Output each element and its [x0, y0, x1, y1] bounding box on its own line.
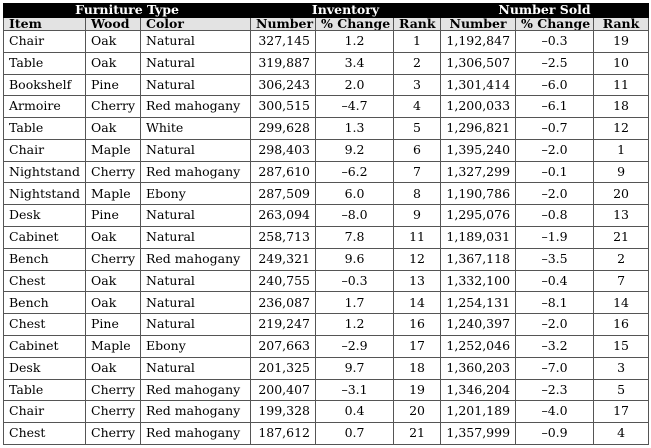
cell-wood: Pine [86, 314, 141, 336]
cell-inventory-number: 299,628 [251, 118, 316, 140]
cell-item: Table [4, 52, 86, 74]
cell-inventory-change: 2.0 [316, 74, 394, 96]
furniture-table [3, 3, 649, 445]
cell-inventory-rank: 17 [394, 335, 441, 357]
cell-color: Natural [141, 227, 251, 249]
cell-inventory-rank: 6 [394, 139, 441, 161]
cell-inventory-change: –3.1 [316, 379, 394, 401]
cell-item: Chair [4, 401, 86, 423]
cell-inventory-change: 6.0 [316, 183, 394, 205]
cell-inventory-number: 263,094 [251, 205, 316, 227]
cell-sold-rank: 21 [594, 227, 649, 249]
cell-sold-number: 1,296,821 [441, 118, 516, 140]
cell-wood: Cherry [86, 161, 141, 183]
cell-sold-change: –2.3 [516, 379, 594, 401]
group-header-number-sold: Number Sold [441, 4, 649, 18]
column-header-sold-number: Number [441, 17, 516, 31]
cell-sold-number: 1,360,203 [441, 357, 516, 379]
cell-sold-change: –2.0 [516, 183, 594, 205]
cell-inventory-rank: 12 [394, 248, 441, 270]
cell-sold-rank: 4 [594, 423, 649, 445]
cell-wood: Oak [86, 118, 141, 140]
cell-wood: Maple [86, 139, 141, 161]
cell-inventory-number: 319,887 [251, 52, 316, 74]
group-header-row [4, 4, 649, 18]
cell-item: Chest [4, 423, 86, 445]
cell-item: Cabinet [4, 227, 86, 249]
cell-inventory-change: –4.7 [316, 96, 394, 118]
cell-inventory-rank: 1 [394, 31, 441, 53]
cell-wood: Maple [86, 183, 141, 205]
column-header-color: Color [141, 17, 251, 31]
cell-inventory-change: 9.6 [316, 248, 394, 270]
cell-sold-rank: 14 [594, 292, 649, 314]
cell-wood: Cherry [86, 401, 141, 423]
cell-sold-number: 1,240,397 [441, 314, 516, 336]
cell-inventory-change: 7.8 [316, 227, 394, 249]
cell-wood: Cherry [86, 423, 141, 445]
cell-color: White [141, 118, 251, 140]
cell-inventory-rank: 2 [394, 52, 441, 74]
table-row [4, 314, 649, 336]
cell-inventory-number: 258,713 [251, 227, 316, 249]
table-row [4, 96, 649, 118]
column-header-inventory-number: Number [251, 17, 316, 31]
cell-inventory-change: –2.9 [316, 335, 394, 357]
cell-sold-change: –2.0 [516, 139, 594, 161]
cell-sold-rank: 13 [594, 205, 649, 227]
table-row [4, 139, 649, 161]
cell-color: Ebony [141, 335, 251, 357]
table-row [4, 183, 649, 205]
cell-inventory-rank: 9 [394, 205, 441, 227]
column-header-row [4, 17, 649, 31]
cell-item: Nightstand [4, 183, 86, 205]
table-row [4, 423, 649, 445]
cell-sold-rank: 15 [594, 335, 649, 357]
cell-sold-number: 1,190,786 [441, 183, 516, 205]
cell-sold-change: –7.0 [516, 357, 594, 379]
table-row [4, 74, 649, 96]
cell-inventory-change: 1.2 [316, 314, 394, 336]
table-row [4, 118, 649, 140]
cell-wood: Cherry [86, 96, 141, 118]
cell-inventory-number: 287,509 [251, 183, 316, 205]
cell-sold-number: 1,201,189 [441, 401, 516, 423]
cell-sold-rank: 17 [594, 401, 649, 423]
cell-color: Natural [141, 52, 251, 74]
cell-sold-rank: 9 [594, 161, 649, 183]
column-header-item: Item [4, 17, 86, 31]
cell-inventory-number: 200,407 [251, 379, 316, 401]
cell-inventory-change: 0.4 [316, 401, 394, 423]
cell-item: Cabinet [4, 335, 86, 357]
cell-item: Chair [4, 31, 86, 53]
cell-sold-change: –0.1 [516, 161, 594, 183]
cell-inventory-rank: 13 [394, 270, 441, 292]
cell-sold-number: 1,357,999 [441, 423, 516, 445]
cell-sold-number: 1,367,118 [441, 248, 516, 270]
cell-inventory-rank: 21 [394, 423, 441, 445]
cell-inventory-rank: 20 [394, 401, 441, 423]
cell-color: Red mahogany [141, 96, 251, 118]
cell-sold-number: 1,189,031 [441, 227, 516, 249]
cell-sold-number: 1,301,414 [441, 74, 516, 96]
cell-inventory-change: 1.3 [316, 118, 394, 140]
cell-item: Nightstand [4, 161, 86, 183]
cell-sold-change: –0.7 [516, 118, 594, 140]
cell-inventory-number: 298,403 [251, 139, 316, 161]
cell-color: Natural [141, 270, 251, 292]
cell-inventory-number: 300,515 [251, 96, 316, 118]
cell-sold-change: –0.3 [516, 31, 594, 53]
cell-inventory-number: 207,663 [251, 335, 316, 357]
cell-inventory-change: –8.0 [316, 205, 394, 227]
cell-sold-rank: 10 [594, 52, 649, 74]
table-row [4, 52, 649, 74]
cell-item: Table [4, 379, 86, 401]
cell-wood: Pine [86, 205, 141, 227]
cell-inventory-number: 287,610 [251, 161, 316, 183]
cell-sold-number: 1,327,299 [441, 161, 516, 183]
cell-color: Natural [141, 205, 251, 227]
cell-item: Bookshelf [4, 74, 86, 96]
cell-item: Bench [4, 248, 86, 270]
cell-color: Red mahogany [141, 161, 251, 183]
cell-sold-rank: 16 [594, 314, 649, 336]
table-row [4, 292, 649, 314]
cell-sold-number: 1,346,204 [441, 379, 516, 401]
table-row [4, 379, 649, 401]
cell-item: Armoire [4, 96, 86, 118]
cell-color: Red mahogany [141, 379, 251, 401]
cell-sold-rank: 11 [594, 74, 649, 96]
cell-color: Natural [141, 31, 251, 53]
column-header-sold-change: % Change [516, 17, 594, 31]
cell-sold-change: –2.0 [516, 314, 594, 336]
column-header-inventory-rank: Rank [394, 17, 441, 31]
cell-wood: Oak [86, 270, 141, 292]
cell-wood: Oak [86, 292, 141, 314]
cell-color: Red mahogany [141, 423, 251, 445]
cell-sold-rank: 2 [594, 248, 649, 270]
cell-inventory-change: 1.7 [316, 292, 394, 314]
cell-sold-rank: 19 [594, 31, 649, 53]
table-body [4, 31, 649, 445]
cell-item: Bench [4, 292, 86, 314]
cell-color: Natural [141, 314, 251, 336]
cell-sold-change: –0.8 [516, 205, 594, 227]
cell-inventory-number: 236,087 [251, 292, 316, 314]
cell-sold-number: 1,332,100 [441, 270, 516, 292]
cell-item: Chest [4, 270, 86, 292]
cell-sold-change: –1.9 [516, 227, 594, 249]
table-row [4, 31, 649, 53]
table-row [4, 161, 649, 183]
cell-inventory-change: 9.2 [316, 139, 394, 161]
cell-inventory-rank: 18 [394, 357, 441, 379]
cell-sold-number: 1,295,076 [441, 205, 516, 227]
cell-sold-number: 1,395,240 [441, 139, 516, 161]
column-header-inventory-change: % Change [316, 17, 394, 31]
cell-sold-number: 1,254,131 [441, 292, 516, 314]
cell-sold-change: –0.9 [516, 423, 594, 445]
column-header-wood: Wood [86, 17, 141, 31]
cell-wood: Maple [86, 335, 141, 357]
cell-item: Desk [4, 205, 86, 227]
cell-inventory-rank: 19 [394, 379, 441, 401]
cell-inventory-rank: 5 [394, 118, 441, 140]
cell-color: Natural [141, 74, 251, 96]
cell-wood: Pine [86, 74, 141, 96]
cell-sold-rank: 3 [594, 357, 649, 379]
table-row [4, 357, 649, 379]
column-header-sold-rank: Rank [594, 17, 649, 31]
cell-item: Chest [4, 314, 86, 336]
cell-wood: Oak [86, 52, 141, 74]
cell-sold-change: –3.5 [516, 248, 594, 270]
cell-inventory-rank: 16 [394, 314, 441, 336]
cell-wood: Oak [86, 31, 141, 53]
cell-sold-rank: 7 [594, 270, 649, 292]
cell-inventory-rank: 7 [394, 161, 441, 183]
cell-sold-change: –2.5 [516, 52, 594, 74]
cell-sold-change: –6.1 [516, 96, 594, 118]
cell-inventory-change: 9.7 [316, 357, 394, 379]
table-row [4, 270, 649, 292]
table-row [4, 335, 649, 357]
cell-wood: Cherry [86, 379, 141, 401]
cell-sold-rank: 5 [594, 379, 649, 401]
table-row [4, 401, 649, 423]
cell-inventory-number: 187,612 [251, 423, 316, 445]
cell-sold-change: –3.2 [516, 335, 594, 357]
cell-sold-change: –4.0 [516, 401, 594, 423]
cell-wood: Oak [86, 227, 141, 249]
table-row [4, 205, 649, 227]
cell-inventory-number: 327,145 [251, 31, 316, 53]
cell-sold-rank: 18 [594, 96, 649, 118]
cell-inventory-number: 201,325 [251, 357, 316, 379]
cell-inventory-change: –6.2 [316, 161, 394, 183]
cell-inventory-change: 1.2 [316, 31, 394, 53]
cell-inventory-number: 249,321 [251, 248, 316, 270]
cell-sold-change: –6.0 [516, 74, 594, 96]
cell-inventory-change: –0.3 [316, 270, 394, 292]
cell-item: Table [4, 118, 86, 140]
cell-color: Natural [141, 357, 251, 379]
table-row [4, 227, 649, 249]
cell-item: Desk [4, 357, 86, 379]
cell-sold-number: 1,192,847 [441, 31, 516, 53]
cell-sold-change: –8.1 [516, 292, 594, 314]
cell-inventory-number: 306,243 [251, 74, 316, 96]
cell-inventory-rank: 11 [394, 227, 441, 249]
cell-wood: Oak [86, 357, 141, 379]
cell-sold-number: 1,200,033 [441, 96, 516, 118]
cell-inventory-rank: 3 [394, 74, 441, 96]
cell-sold-change: –0.4 [516, 270, 594, 292]
cell-inventory-change: 3.4 [316, 52, 394, 74]
cell-wood: Cherry [86, 248, 141, 270]
cell-inventory-number: 240,755 [251, 270, 316, 292]
group-header-inventory: Inventory [251, 4, 441, 18]
cell-sold-number: 1,252,046 [441, 335, 516, 357]
cell-color: Natural [141, 139, 251, 161]
table-row [4, 248, 649, 270]
group-header-furniture-type: Furniture Type [4, 4, 251, 18]
cell-sold-rank: 1 [594, 139, 649, 161]
cell-inventory-change: 0.7 [316, 423, 394, 445]
cell-color: Natural [141, 292, 251, 314]
cell-inventory-number: 219,247 [251, 314, 316, 336]
cell-color: Red mahogany [141, 401, 251, 423]
cell-sold-number: 1,306,507 [441, 52, 516, 74]
cell-sold-rank: 12 [594, 118, 649, 140]
cell-inventory-rank: 4 [394, 96, 441, 118]
cell-color: Red mahogany [141, 248, 251, 270]
cell-color: Ebony [141, 183, 251, 205]
cell-item: Chair [4, 139, 86, 161]
cell-inventory-rank: 8 [394, 183, 441, 205]
cell-sold-rank: 20 [594, 183, 649, 205]
cell-inventory-number: 199,328 [251, 401, 316, 423]
cell-inventory-rank: 14 [394, 292, 441, 314]
